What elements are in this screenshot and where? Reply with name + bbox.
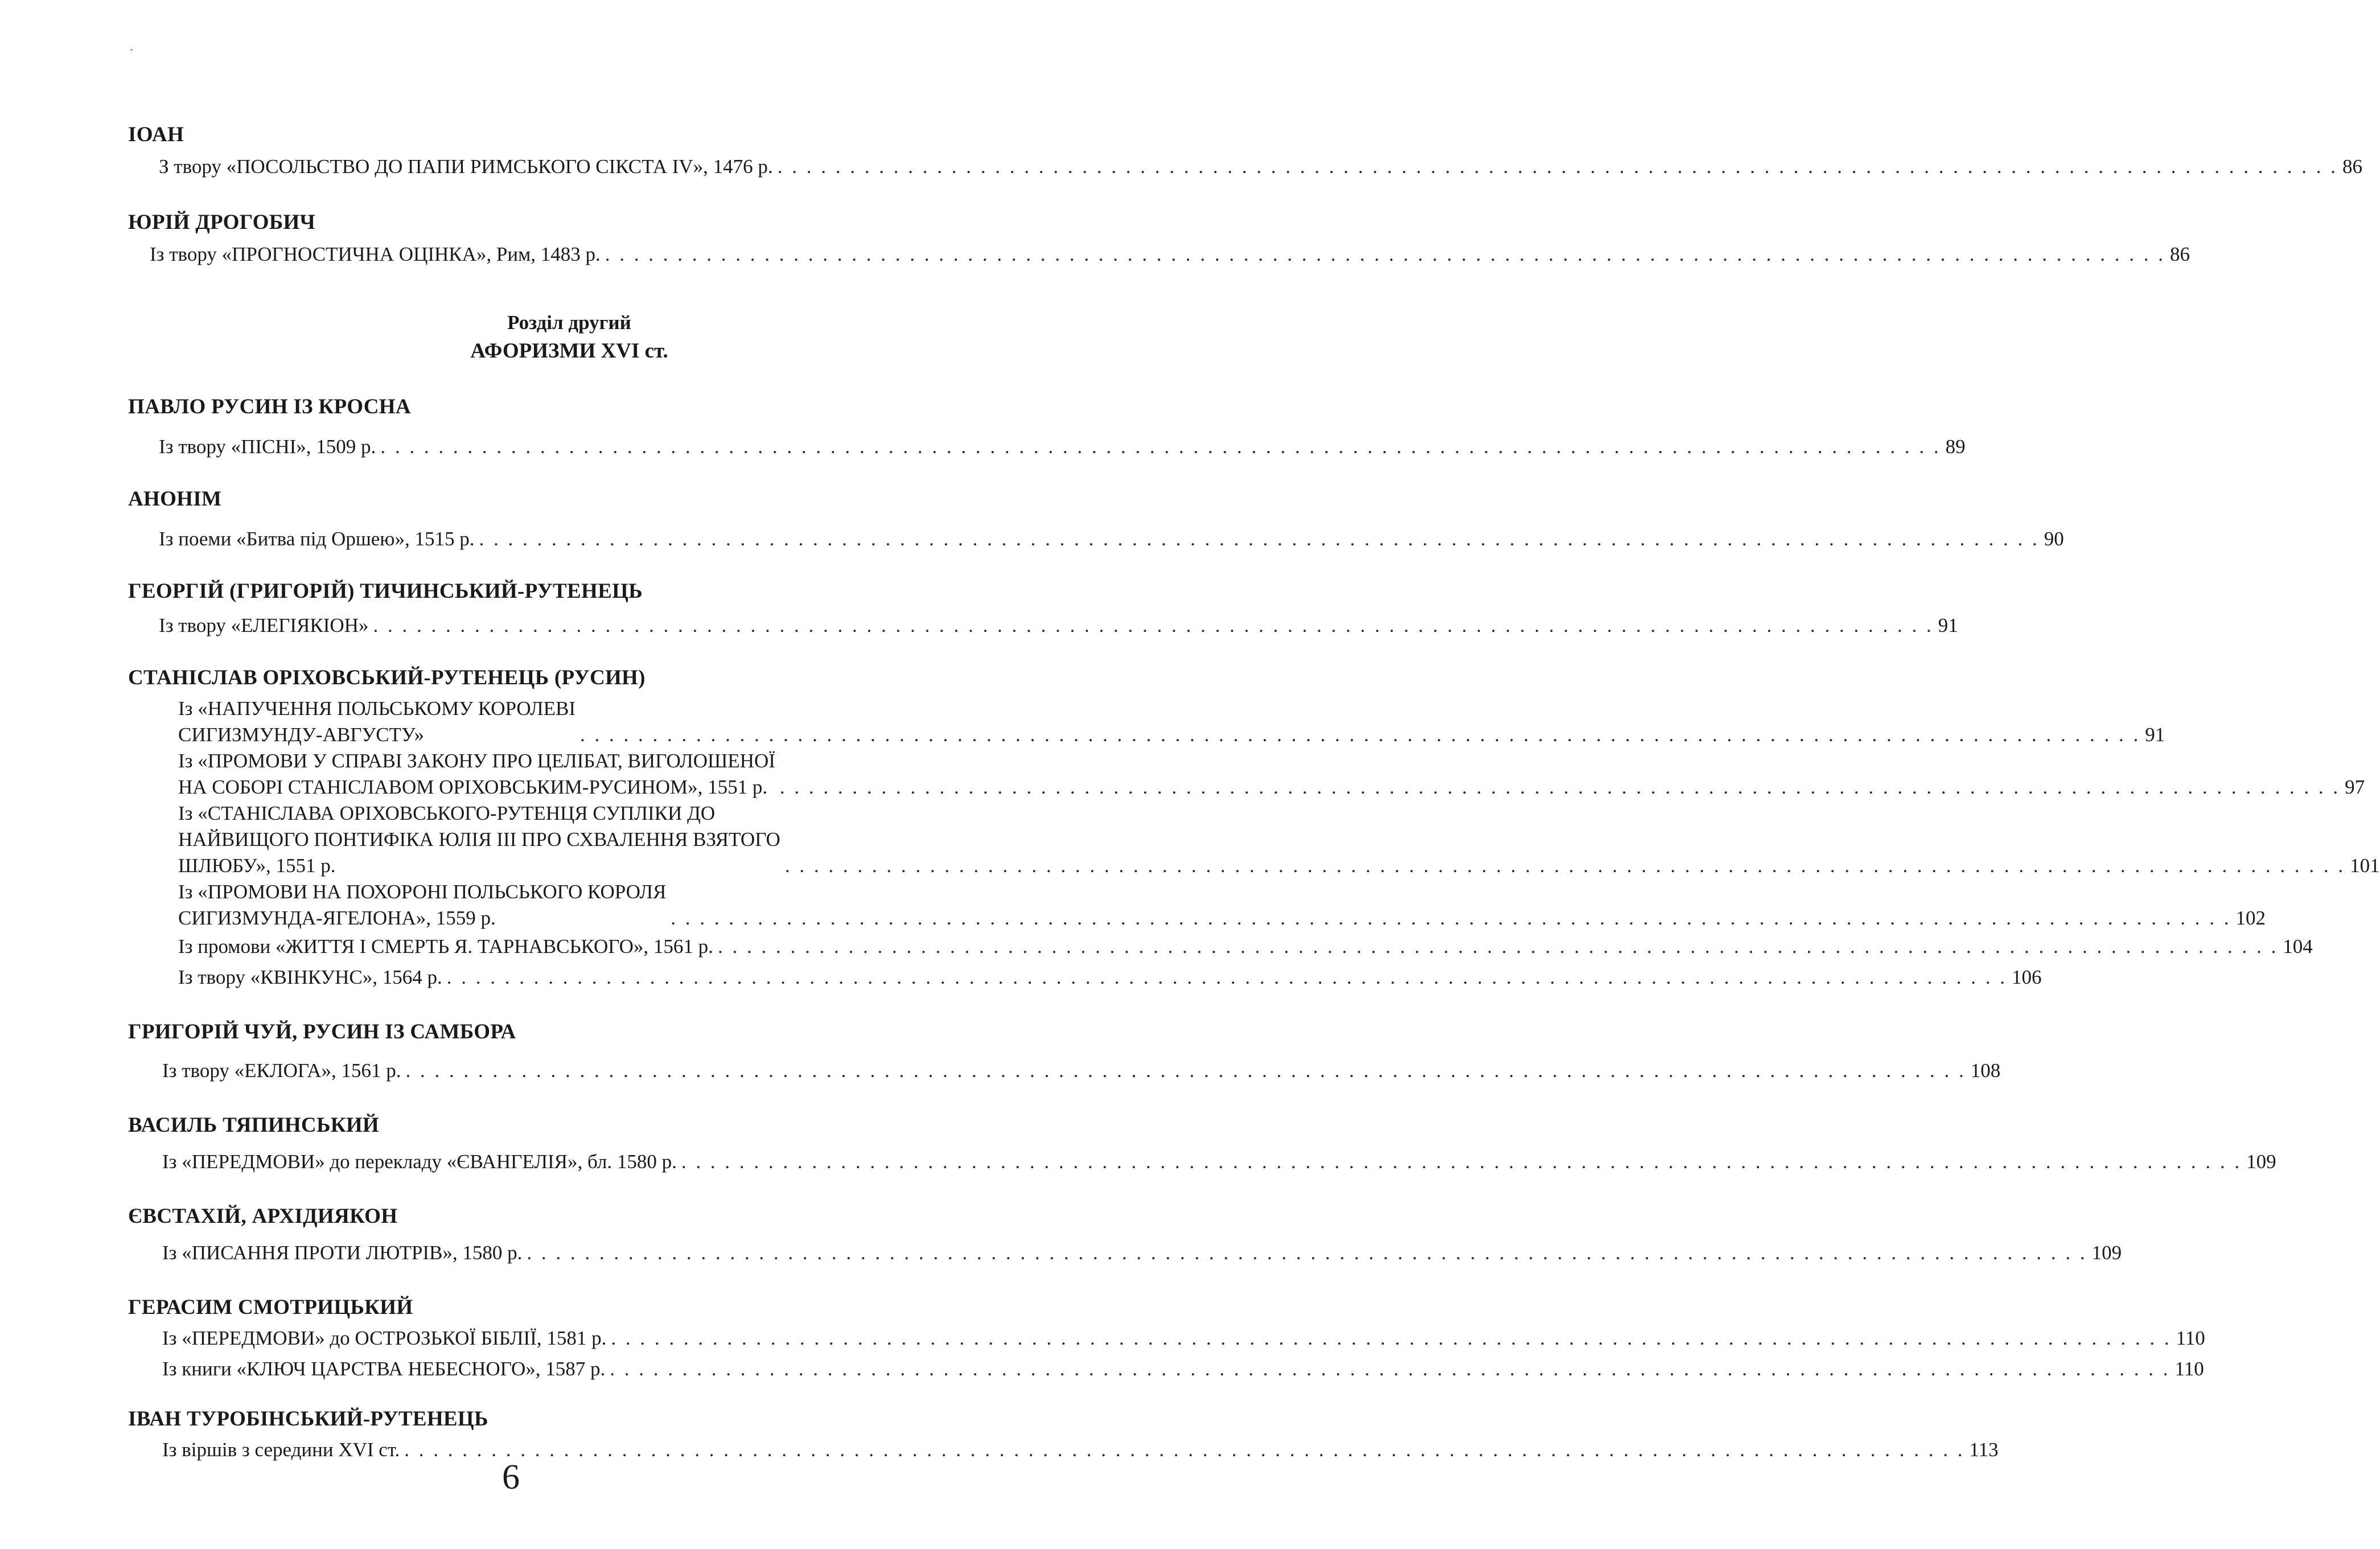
entry-title [178, 800, 780, 879]
entry-title: Із промови «ЖИТТЯ І СМЕРТЬ Я. ТАРНАВСЬКОГО», 1561 р. [178, 935, 713, 958]
author-heading: ІВАН ТУРОБІНСЬКИЙ-РУТЕНЕЦЬ [128, 1407, 488, 1431]
toc-entry[interactable] [159, 434, 1966, 460]
toc-entry[interactable] [150, 241, 2190, 268]
page-number: 6 [502, 1458, 520, 1497]
entry-page-number: 90 [2044, 528, 2064, 550]
entry-title-line1: Із «ПРОМОВИ НА ПОХОРОНІ ПОЛЬСЬКОГО КОРОЛЯ [178, 881, 667, 903]
toc-entry[interactable] [178, 696, 2165, 748]
entry-title-line1: Із «ПРОМОВИ У СПРАВІ ЗАКОНУ ПРО ЦЕЛІБАТ, ВИГОЛОШЕНОЇ [178, 750, 775, 772]
entry-title: З твору «ПОСОЛЬСТВО ДО ПАПИ РИМСЬКОГО СІКСТА IV», 1476 р. [159, 155, 773, 178]
author-heading: ЄВСТАХІЙ, АРХІДИЯКОН [128, 1205, 398, 1228]
entry-page-number: 113 [1969, 1439, 1999, 1461]
toc-entry[interactable] [162, 1058, 2001, 1084]
dot-leader: . . . . . . . . . . . . . . . . . . . . . . . . . . . . . . . . . . . . . . . . . . . . . . . . . . . . . . . . . . . . . . . . . . . . . . . . . . . . . . . . . . . . . . . . . . . . . . . . . . . . . . . . . . . . [779, 776, 2341, 798]
author-heading: СТАНІСЛАВ ОРІХОВСЬКИЙ-РУТЕНЕЦЬ (РУСИН) [128, 666, 646, 689]
dot-leader: . . . . . . . . . . . . . . . . . . . . . . . . . . . . . . . . . . . . . . . . . . . . . . . . . . . . . . . . . . . . . . . . . . . . . . . . . . . . . . . . . . . . . . . . . . . . . . . . . . . . . . . . . . . . [784, 854, 2346, 877]
author-heading: ГРИГОРІЙ ЧУЙ, РУСИН ІЗ САМБОРА [128, 1020, 516, 1043]
entry-title-line2: НАЙВИЩОГО ПОНТИФІКА ЮЛІЯ ІІІ ПРО СХВАЛЕННЯ ВЗЯТОГО [178, 828, 780, 850]
author-heading: ЮРІЙ ДРОГОБИЧ [128, 211, 316, 234]
entry-title: Із твору «ЕЛЕГІЯКІОН» [159, 614, 369, 636]
toc-entry[interactable] [159, 154, 2362, 180]
toc-author-group [128, 394, 1966, 460]
entry-title: Із твору «ЕКЛОГА», 1561 р. [162, 1059, 401, 1082]
entry-page-number: 106 [2012, 966, 2042, 988]
dot-leader: . . . . . . . . . . . . . . . . . . . . . . . . . . . . . . . . . . . . . . . . . . . . . . . . . . . . . . . . . . . . . . . . . . . . . . . . . . . . . . . . . . . . . . . . . . . . . . . . . . . . . . . . . . . . [605, 243, 2166, 265]
dot-leader: . . . . . . . . . . . . . . . . . . . . . . . . . . . . . . . . . . . . . . . . . . . . . . . . . . . . . . . . . . . . . . . . . . . . . . . . . . . . . . . . . . . . . . . . . . . . . . . . . . . . . . . . . . . . [446, 966, 2008, 988]
author-heading: АНОНІМ [128, 487, 222, 511]
toc-entry[interactable] [178, 934, 2313, 960]
entry-page-number: 104 [2283, 935, 2313, 958]
toc-author-group [128, 1406, 1999, 1463]
dot-leader: . . . . . . . . . . . . . . . . . . . . . . . . . . . . . . . . . . . . . . . . . . . . . . . . . . . . . . . . . . . . . . . . . . . . . . . . . . . . . . . . . . . . . . . . . . . . . . . . . . . . . . . . . . . . [404, 1439, 1965, 1461]
toc-entry[interactable] [178, 964, 2042, 991]
author-heading: ГЕРАСИМ СМОТРИЦЬКИЙ [128, 1296, 413, 1319]
table-of-contents [128, 122, 2380, 1496]
entry-title-line2: СИГИЗМУНДУ-АВГУСТУ» [178, 724, 425, 746]
toc-entry[interactable] [159, 526, 2064, 552]
entry-title-line2: НА СОБОРІ СТАНІСЛАВОМ ОРІХОВСЬКИМ-РУСИНОМ», 1551 р. [178, 776, 768, 798]
toc-entry[interactable] [159, 613, 1958, 639]
toc-author-group [128, 1019, 2001, 1084]
dot-leader: . . . . . . . . . . . . . . . . . . . . . . . . . . . . . . . . . . . . . . . . . . . . . . . . . . . . . . . . . . . . . . . . . . . . . . . . . . . . . . . . . . . . . . . . . . . . . . . . . . . . . . . . . . . . [527, 1242, 2087, 1264]
entry-title: Із книги «КЛЮЧ ЦАРСТВА НЕБЕСНОГО», 1587 р. [162, 1358, 606, 1380]
toc-entry[interactable] [178, 800, 2380, 879]
entry-title [178, 696, 576, 748]
toc-author-group [128, 209, 2190, 268]
toc-author-group [128, 1295, 2205, 1382]
entry-page-number: 86 [2342, 155, 2362, 178]
entry-page-number: 86 [2170, 243, 2190, 265]
entry-title-line1: Із «СТАНІСЛАВА ОРІХОВСЬКОГО-РУТЕНЦЯ СУПЛІКИ ДО [178, 802, 716, 824]
toc-entry[interactable] [162, 1325, 2205, 1351]
author-heading: ІОАН [128, 123, 184, 146]
entry-title [178, 748, 775, 800]
toc-entry[interactable] [162, 1149, 2276, 1175]
entry-title: Із віршів з середини XVI ст. [162, 1439, 400, 1461]
entry-title-line3: ШЛЮБУ», 1551 р. [178, 854, 336, 877]
section-subtitle: АФОРИЗМИ XVI ст. [470, 339, 668, 363]
entry-title: Із «ПЕРЕДМОВИ» до перекладу «ЄВАНГЕЛІЯ», бл. 1580 р. [162, 1151, 677, 1173]
section-title: Розділ другий [507, 311, 631, 334]
entry-page-number: 109 [2246, 1151, 2276, 1173]
toc-author-group [128, 665, 2380, 991]
entry-page-number: 110 [2176, 1327, 2205, 1349]
dot-leader: . . . . . . . . . . . . . . . . . . . . . . . . . . . . . . . . . . . . . . . . . . . . . . . . . . . . . . . . . . . . . . . . . . . . . . . . . . . . . . . . . . . . . . . . . . . . . . . . . . . . . . . . . . . . [373, 614, 1934, 636]
entry-page-number: 108 [1970, 1059, 2001, 1082]
dot-leader: . . . . . . . . . . . . . . . . . . . . . . . . . . . . . . . . . . . . . . . . . . . . . . . . . . . . . . . . . . . . . . . . . . . . . . . . . . . . . . . . . . . . . . . . . . . . . . . . . . . . . . . . . . . . [777, 155, 2338, 178]
toc-entry[interactable] [162, 1356, 2204, 1382]
entry-title: Із «ПИСАННЯ ПРОТИ ЛЮТРІВ», 1580 р. [162, 1242, 523, 1264]
entry-title: Із твору «ПРОГНОСТИЧНА ОЦІНКА», Рим, 1483 р. [150, 243, 601, 265]
entry-title: Із поеми «Битва під Оршею», 1515 р. [159, 528, 475, 550]
entry-title-line1: Із «НАПУЧЕННЯ ПОЛЬСЬКОМУ КОРОЛЕВІ [178, 697, 576, 720]
dot-leader: . . . . . . . . . . . . . . . . . . . . . . . . . . . . . . . . . . . . . . . . . . . . . . . . . . . . . . . . . . . . . . . . . . . . . . . . . . . . . . . . . . . . . . . . . . . . . . . . . . . . . . . . . . . . [479, 528, 2040, 550]
entry-page-number: 91 [2145, 724, 2165, 746]
entry-page-number: 101 [2350, 854, 2380, 877]
author-heading: ГЕОРГІЙ (ГРИГОРІЙ) ТИЧИНСЬКИЙ-РУТЕНЕЦЬ [128, 580, 643, 603]
entry-page-number: 97 [2345, 776, 2365, 798]
entry-page-number: 110 [2175, 1358, 2204, 1380]
dot-leader: . . . . . . . . . . . . . . . . . . . . . . . . . . . . . . . . . . . . . . . . . . . . . . . . . . . . . . . . . . . . . . . . . . . . . . . . . . . . . . . . . . . . . . . . . . . . . . . . . . . . . . . . . . . . [671, 907, 2231, 929]
entry-title: Із твору «ПІСНІ», 1509 р. [159, 435, 376, 458]
toc-entry[interactable] [162, 1240, 2122, 1266]
entry-page-number: 102 [2235, 907, 2266, 929]
entry-page-number: 109 [2091, 1242, 2122, 1264]
scan-speck [130, 49, 133, 51]
entry-title-line2: СИГИЗМУНДА-ЯГЕЛОНА», 1559 р. [178, 907, 496, 929]
toc-author-group [128, 1112, 2276, 1175]
dot-leader: . . . . . . . . . . . . . . . . . . . . . . . . . . . . . . . . . . . . . . . . . . . . . . . . . . . . . . . . . . . . . . . . . . . . . . . . . . . . . . . . . . . . . . . . . . . . . . . . . . . . . . . . . . . . [380, 435, 1941, 458]
dot-leader: . . . . . . . . . . . . . . . . . . . . . . . . . . . . . . . . . . . . . . . . . . . . . . . . . . . . . . . . . . . . . . . . . . . . . . . . . . . . . . . . . . . . . . . . . . . . . . . . . . . . . . . . . . . . [717, 935, 2279, 958]
dot-leader: . . . . . . . . . . . . . . . . . . . . . . . . . . . . . . . . . . . . . . . . . . . . . . . . . . . . . . . . . . . . . . . . . . . . . . . . . . . . . . . . . . . . . . . . . . . . . . . . . . . . . . . . . . . . [611, 1327, 2172, 1349]
toc-entry[interactable] [178, 879, 2266, 931]
entry-title: Із твору «КВІНКУНС», 1564 р. [178, 966, 442, 988]
toc-author-group [128, 486, 2064, 552]
dot-leader: . . . . . . . . . . . . . . . . . . . . . . . . . . . . . . . . . . . . . . . . . . . . . . . . . . . . . . . . . . . . . . . . . . . . . . . . . . . . . . . . . . . . . . . . . . . . . . . . . . . . . . . . . . . . [405, 1059, 1966, 1082]
entry-page-number: 89 [1945, 435, 1966, 458]
author-heading: ПАВЛО РУСИН ІЗ КРОСНА [128, 395, 411, 418]
dot-leader: . . . . . . . . . . . . . . . . . . . . . . . . . . . . . . . . . . . . . . . . . . . . . . . . . . . . . . . . . . . . . . . . . . . . . . . . . . . . . . . . . . . . . . . . . . . . . . . . . . . . . . . . . . . . [681, 1151, 2242, 1173]
author-heading: ВАСИЛЬ ТЯПИНСЬКИЙ [128, 1114, 380, 1137]
entry-page-number: 91 [1938, 614, 1958, 636]
toc-entry[interactable] [178, 748, 2365, 800]
toc-author-group [128, 578, 1958, 639]
toc-author-group [128, 1203, 2122, 1266]
toc-author-group [128, 122, 2362, 180]
dot-leader: . . . . . . . . . . . . . . . . . . . . . . . . . . . . . . . . . . . . . . . . . . . . . . . . . . . . . . . . . . . . . . . . . . . . . . . . . . . . . . . . . . . . . . . . . . . . . . . . . . . . . . . . . . . . [580, 724, 2141, 746]
section-heading [128, 309, 1010, 365]
entry-title: Із «ПЕРЕДМОВИ» до ОСТРОЗЬКОЇ БІБЛІЇ, 1581 р. [162, 1327, 607, 1349]
dot-leader: . . . . . . . . . . . . . . . . . . . . . . . . . . . . . . . . . . . . . . . . . . . . . . . . . . . . . . . . . . . . . . . . . . . . . . . . . . . . . . . . . . . . . . . . . . . . . . . . . . . . . . . . . . . . [610, 1358, 2171, 1380]
entry-title [178, 879, 666, 931]
